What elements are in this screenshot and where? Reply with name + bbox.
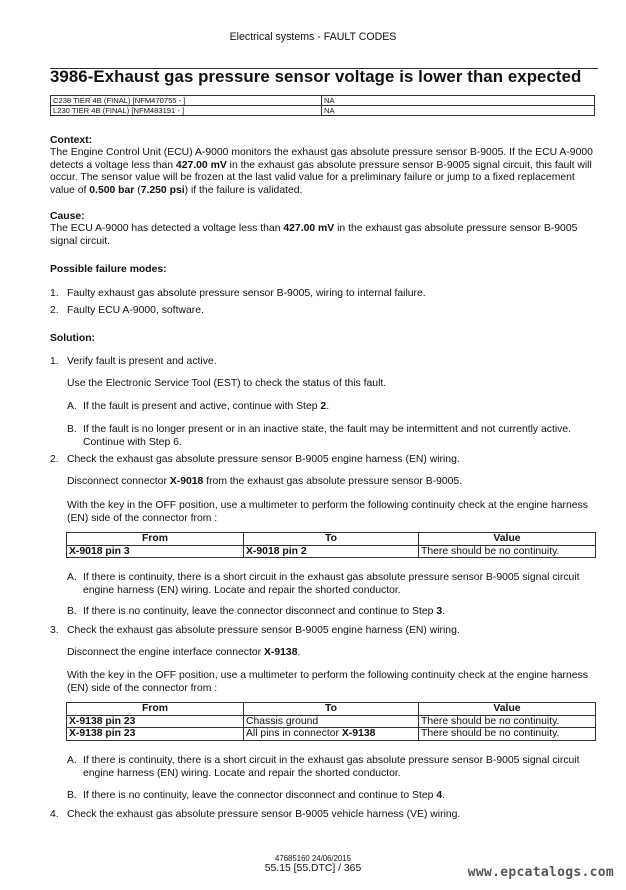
context-line: occur. The sensor value will be frozen at the last valid value for a preliminary failure or jump to a fixed replacement xyxy=(50,172,575,183)
context-heading: Context: xyxy=(50,135,93,146)
step-note: With the key in the OFF position, use a multimeter to perform the following continuity check at the engine harness (EN) side of the connector from : xyxy=(67,500,588,524)
substep-text: If the fault is present and active, continue with Step 2. xyxy=(83,401,330,412)
context-line: detects a voltage less than 427.00 mV in the exhaust gas absolute pressure sensor B-9005 signal circuit, this fault will xyxy=(50,159,592,171)
continuity-table xyxy=(66,702,596,741)
column-header: From xyxy=(67,703,244,716)
substep-text: If there is no continuity, leave the connector disconnect and continue to Step 3. xyxy=(83,606,445,617)
failure-modes-heading: Possible failure modes: xyxy=(50,264,167,275)
column-header: To xyxy=(244,533,419,546)
step-note: Disconnect the engine interface connector X-9138. xyxy=(67,647,301,658)
model-cell: C238 TIER 4B (FINAL) [NFM470755 - ] xyxy=(51,96,322,106)
step-text: Check the exhaust gas absolute pressure sensor B-9005 engine harness (EN) wiring. xyxy=(67,625,460,636)
table-row xyxy=(51,106,595,116)
table-cell: There should be no continuity. xyxy=(419,728,596,741)
model-applicability-table xyxy=(50,95,595,116)
column-header: From xyxy=(67,533,244,546)
step-note: Disconnect connector X-9018 from the exhaust gas absolute pressure sensor B-9005. xyxy=(67,476,463,487)
substep-label: B. xyxy=(67,424,77,435)
table-cell: X-9018 pin 2 xyxy=(244,545,419,558)
solution-heading: Solution: xyxy=(50,333,96,344)
column-header: To xyxy=(244,703,419,716)
table-cell: X-9138 pin 23 xyxy=(67,715,244,728)
table-cell: All pins in connector X-9138 xyxy=(244,728,419,741)
context-line: value of 0.500 bar (7.250 psi) if the failure is validated. xyxy=(50,184,303,196)
step-number: 1. xyxy=(50,356,59,367)
substep-label: B. xyxy=(67,790,77,801)
step-text: Check the exhaust gas absolute pressure sensor B-9005 vehicle harness (VE) wiring. xyxy=(67,809,461,820)
page-title: 3986-Exhaust gas pressure sensor voltage is lower than expected xyxy=(50,67,582,86)
list-number: 2. xyxy=(50,305,59,316)
substep-label: A. xyxy=(67,401,77,412)
list-number: 1. xyxy=(50,288,59,299)
step-text: Check the exhaust gas absolute pressure sensor B-9005 engine harness (EN) wiring. xyxy=(67,454,460,465)
substep-label: A. xyxy=(67,572,77,583)
list-item: Faulty ECU A-9000, software. xyxy=(67,305,204,316)
table-row xyxy=(67,728,596,741)
step-note: With the key in the OFF position, use a multimeter to perform the following continuity check at the engine harness (EN) side of the connector from : xyxy=(67,670,588,694)
table-cell: X-9138 pin 23 xyxy=(67,728,244,741)
cause-paragraph: The ECU A-9000 has detected a voltage less than 427.00 mV in the exhaust gas absolute pressure sensor B-9005 signal circuit. xyxy=(50,223,578,247)
column-header: Value xyxy=(419,703,596,716)
table-cell: Chassis ground xyxy=(244,715,419,728)
table-header-row xyxy=(67,533,596,546)
table-cell: There should be no continuity. xyxy=(419,545,596,558)
continuity-table xyxy=(66,532,596,558)
table-cell: There should be no continuity. xyxy=(419,715,596,728)
list-item: Faulty exhaust gas absolute pressure sensor B-9005, wiring to internal failure. xyxy=(67,288,426,299)
step-number: 3. xyxy=(50,625,59,636)
column-header: Value xyxy=(419,533,596,546)
footer-doc-id: 47685160 24/06/2015 xyxy=(275,854,351,863)
context-line: The Engine Control Unit (ECU) A-9000 monitors the exhaust gas absolute pressure sensor B-9005. If the ECU A-9000 xyxy=(50,147,593,158)
footer-page-number: 55.15 [55.DTC] / 365 xyxy=(264,863,362,874)
step-text: Verify fault is present and active. xyxy=(67,356,217,367)
model-cell: L230 TIER 4B (FINAL) [NFM483191 - ] xyxy=(51,106,322,116)
table-row xyxy=(67,545,596,558)
step-number: 4. xyxy=(50,809,59,820)
substep-text: If there is continuity, there is a short circuit in the exhaust gas absolute pressure sensor B-9005 signal circuit engine harness (EN) wiring. Locate and repair the shorted conductor. xyxy=(83,755,580,779)
table-row xyxy=(51,96,595,106)
table-cell: X-9018 pin 3 xyxy=(67,545,244,558)
step-number: 2. xyxy=(50,454,59,465)
substep-text: If there is continuity, there is a short circuit in the exhaust gas absolute pressure sensor B-9005 signal circuit engine harness (EN) wiring. Locate and repair the shorted conductor. xyxy=(83,572,580,596)
substep-text: If there is no continuity, leave the connector disconnect and continue to Step 4. xyxy=(83,790,445,801)
model-value-cell: NA xyxy=(322,96,595,106)
watermark: www.epcatalogs.com xyxy=(467,865,614,880)
step-note: Use the Electronic Service Tool (EST) to check the status of this fault. xyxy=(67,378,387,389)
table-header-row xyxy=(67,703,596,716)
page-header: Electrical systems - FAULT CODES xyxy=(229,31,397,43)
table-row xyxy=(67,715,596,728)
substep-label: B. xyxy=(67,606,77,617)
cause-heading: Cause: xyxy=(50,211,85,222)
substep-text: If the fault is no longer present or in an inactive state, the fault may be intermittent and not currently active. Continue with Step 6. xyxy=(83,424,572,448)
substep-label: A. xyxy=(67,755,77,766)
model-value-cell: NA xyxy=(322,106,595,116)
context-paragraph xyxy=(50,147,596,197)
